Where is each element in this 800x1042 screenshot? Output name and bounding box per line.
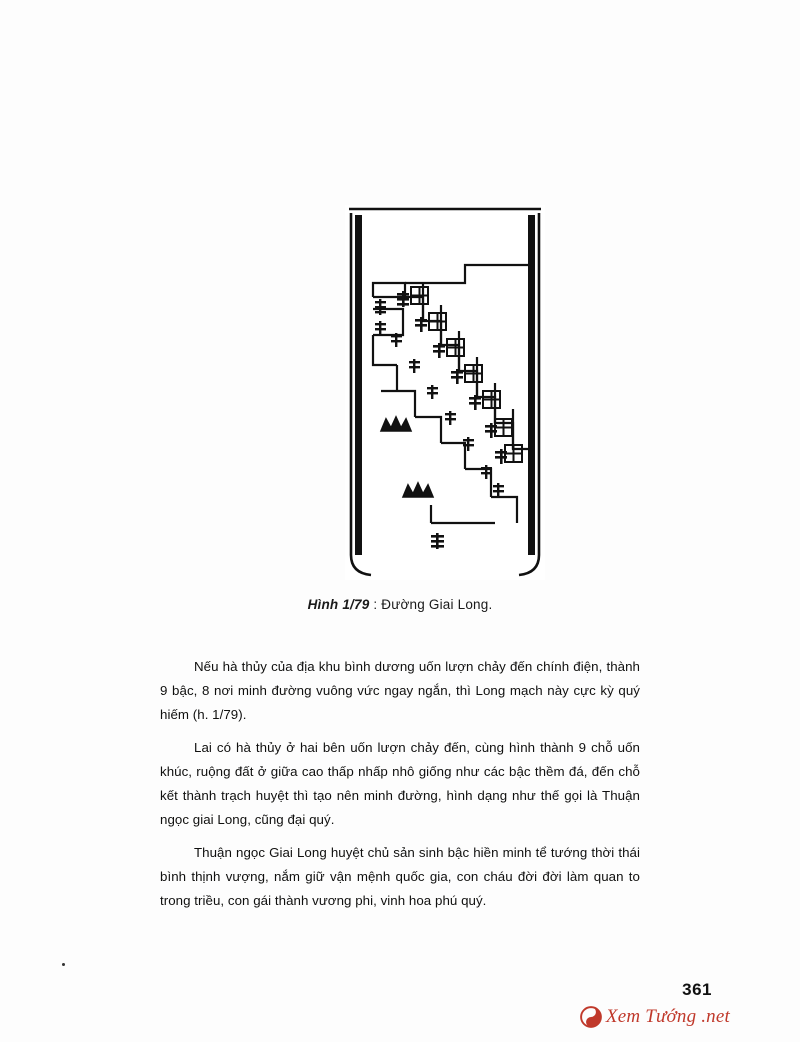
figure-caption [0,597,800,612]
paragraph-2: Lai có hà thủy ở hai bên uốn lượn chảy đến, cùng hình thành 9 chỗ uốn khúc, ruộng đất ở giữa cao thấp nhấp nhô giống như các bậc thềm đá, đến chỗ kết thành trạch huyệt thì tạo nên minh đường, hình dạng như thế gọi là Thuận ngọc giai Long, cũng đại quý. [160,740,640,827]
ink-speck [62,963,65,966]
figure-illustration [345,205,545,580]
watermark [580,1006,730,1028]
paragraph-1: Nếu hà thủy của địa khu bình dương uốn lượn chảy đến chính điện, thành 9 bậc, 8 nơi minh đường vuông vức ngay ngắn, thì Long mạch này cực kỳ quý hiếm (h. 1/79). [160,659,640,722]
figure-caption-separator: : [369,597,382,612]
figure-caption-text: Đường Giai Long. [381,597,493,612]
body-text [160,655,640,922]
watermark-text: Xem Tướng .net [605,1006,730,1027]
yin-yang-icon [580,1006,602,1028]
paragraph-3: Thuận ngọc Giai Long huyệt chủ sản sinh bậc hiền minh tể tướng thời thái bình thịnh vượng, nắm giữ vận mệnh quốc gia, con cháu đời đời làm quan to trong triều, con gái thành vương phi, vinh hoa phú quý. [160,845,640,908]
page-number: 361 [682,980,712,999]
figure-caption-number: Hình 1/79 [307,597,370,612]
giai-long-diagram-svg [345,205,545,580]
